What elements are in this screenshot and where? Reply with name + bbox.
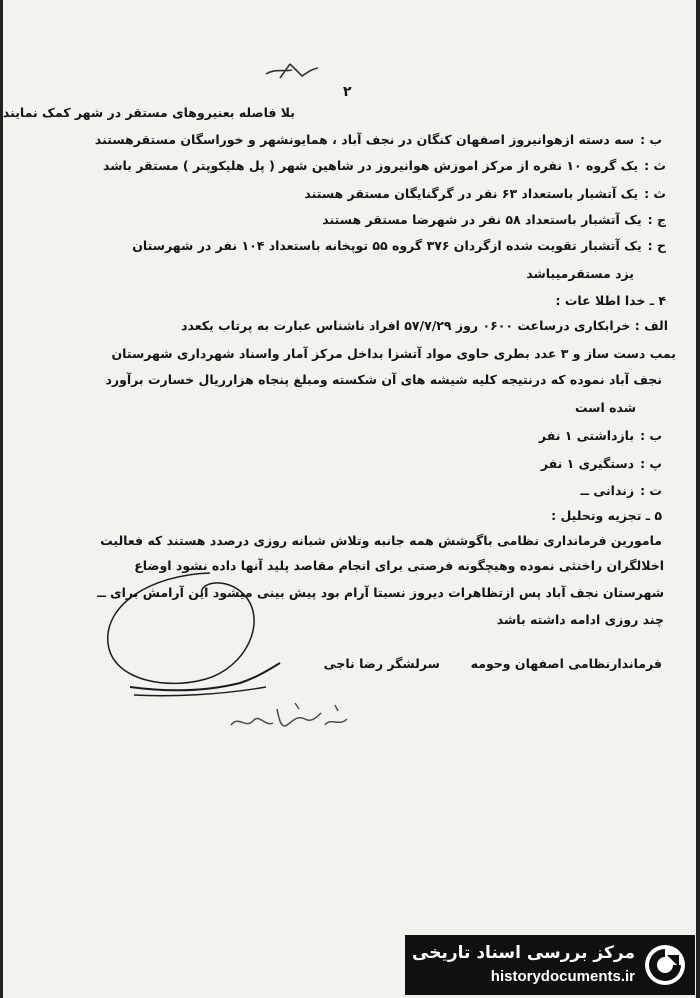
item-marker: ب : (640, 132, 662, 147)
item-h-line (132, 238, 666, 254)
item-text: یک گروه ۱۰ نفره از مرکز اموزش هوانیروز در شاهین شهر ( پل هلیکوپتر ) مستقر باشد (102, 158, 639, 173)
page-border-left (0, 0, 3, 998)
archive-title: مرکز بررسی اسناد تاریخی (412, 943, 635, 963)
item-marker: ث : (644, 158, 666, 173)
item-text: زندانی ــ (580, 483, 635, 498)
arrested-line (541, 456, 662, 472)
handwritten-signature (90, 565, 330, 715)
archive-footer-band (405, 935, 695, 995)
alef-line-3: نجف آباد نموده که درنتیجه کلیه شیشه های آن شکسته ومبلغ پنجاه هزارریال خسارت برآورد (105, 372, 662, 387)
analysis-line-2: اخلالگران راخنثی نموده وهیچگونه فرصتی برای انجام مقاصد پلید آنها داده نشود اوضاع (134, 558, 664, 573)
signature-line (324, 656, 662, 672)
item-b-line (95, 132, 662, 148)
analysis-line-3: شهرستان نجف آباد پس ازتظاهرات دیروز نسبتا آرام بود پیش بینی میشود این آرامش برای ــ (97, 585, 664, 600)
intro-line: بلا فاصله بعنیروهای مستقر در شهر کمک نمایند (2, 105, 295, 120)
item-th-line (103, 158, 666, 174)
item-marker: ب : (640, 428, 662, 443)
signature-name: سرلشگر رضا ناجی (323, 656, 440, 671)
item-text: دستگیری ۱ نفر (540, 456, 635, 471)
section-4-heading: ۴ ـ خدا اطلا عات : (555, 293, 666, 308)
analysis-line-4: چند روزی ادامه داشته باشد (496, 612, 664, 627)
item-text: سه دسته ازهوانیروز اصفهان کنگان در نجف آباد ، همایونشهر و خوراسگان مستقرهستند (94, 132, 635, 147)
item-marker: ث : (644, 186, 666, 201)
section-5-heading: ۵ ـ تجزیه وتحلیل : (551, 508, 662, 523)
item-marker: ت : (640, 483, 662, 498)
item-j-line (322, 212, 666, 228)
item-text: یک آتشبار باستعداد ۵۸ نفر در شهرضا مستقر هستند (322, 212, 642, 227)
signature-title: فرماندارنظامی اصفهان وحومه (470, 656, 662, 671)
handwritten-annotation (225, 695, 360, 743)
alef-line-1: الف : خرابکاری درساعت ۰۶۰۰ روز ۵۷/۷/۲۹ افراد ناشناس عبارت به پرتاب یکعدد (181, 318, 668, 333)
alef-line-4: شده است (574, 400, 636, 415)
archive-url[interactable]: historydocuments.ir (490, 968, 635, 985)
item-text: بازداشتی ۱ نفر (538, 428, 635, 443)
item-text: یک آتشبار تقویت شده ازگردان ۳۷۶ گروه ۵۵ توپخانه باستعداد ۱۰۴ نفر در شهرستان (132, 238, 642, 253)
detainee-line (539, 428, 662, 444)
item-text: یزد مستقرمیباشد (526, 266, 634, 281)
item-text: یک آتشبار باستعداد ۶۳ نفر در گرگنایگان مستقر هستند (304, 186, 639, 201)
item-marker: پ : (640, 456, 662, 471)
item-marker: ج : (647, 212, 666, 227)
alef-line-2: بمب دست ساز و ۳ عدد بطری حاوی مواد آتشزا بداخل مرکز آمار واسناد شهرداری شهرستان (111, 346, 676, 361)
page-border-right (696, 0, 700, 998)
archive-logo-icon (643, 943, 687, 987)
item-th2-line (304, 186, 666, 202)
top-scribble-mark (262, 60, 322, 82)
page-number: ۲ (343, 84, 352, 100)
item-marker: ح : (647, 238, 666, 253)
analysis-line-1: مامورین فرمانداری نظامی باگوشش همه جانبه وتلاش شبانه روزی درصدد هستند که فعالیت (100, 533, 662, 548)
prisoner-line (580, 483, 662, 499)
item-h-continuation (526, 266, 634, 282)
